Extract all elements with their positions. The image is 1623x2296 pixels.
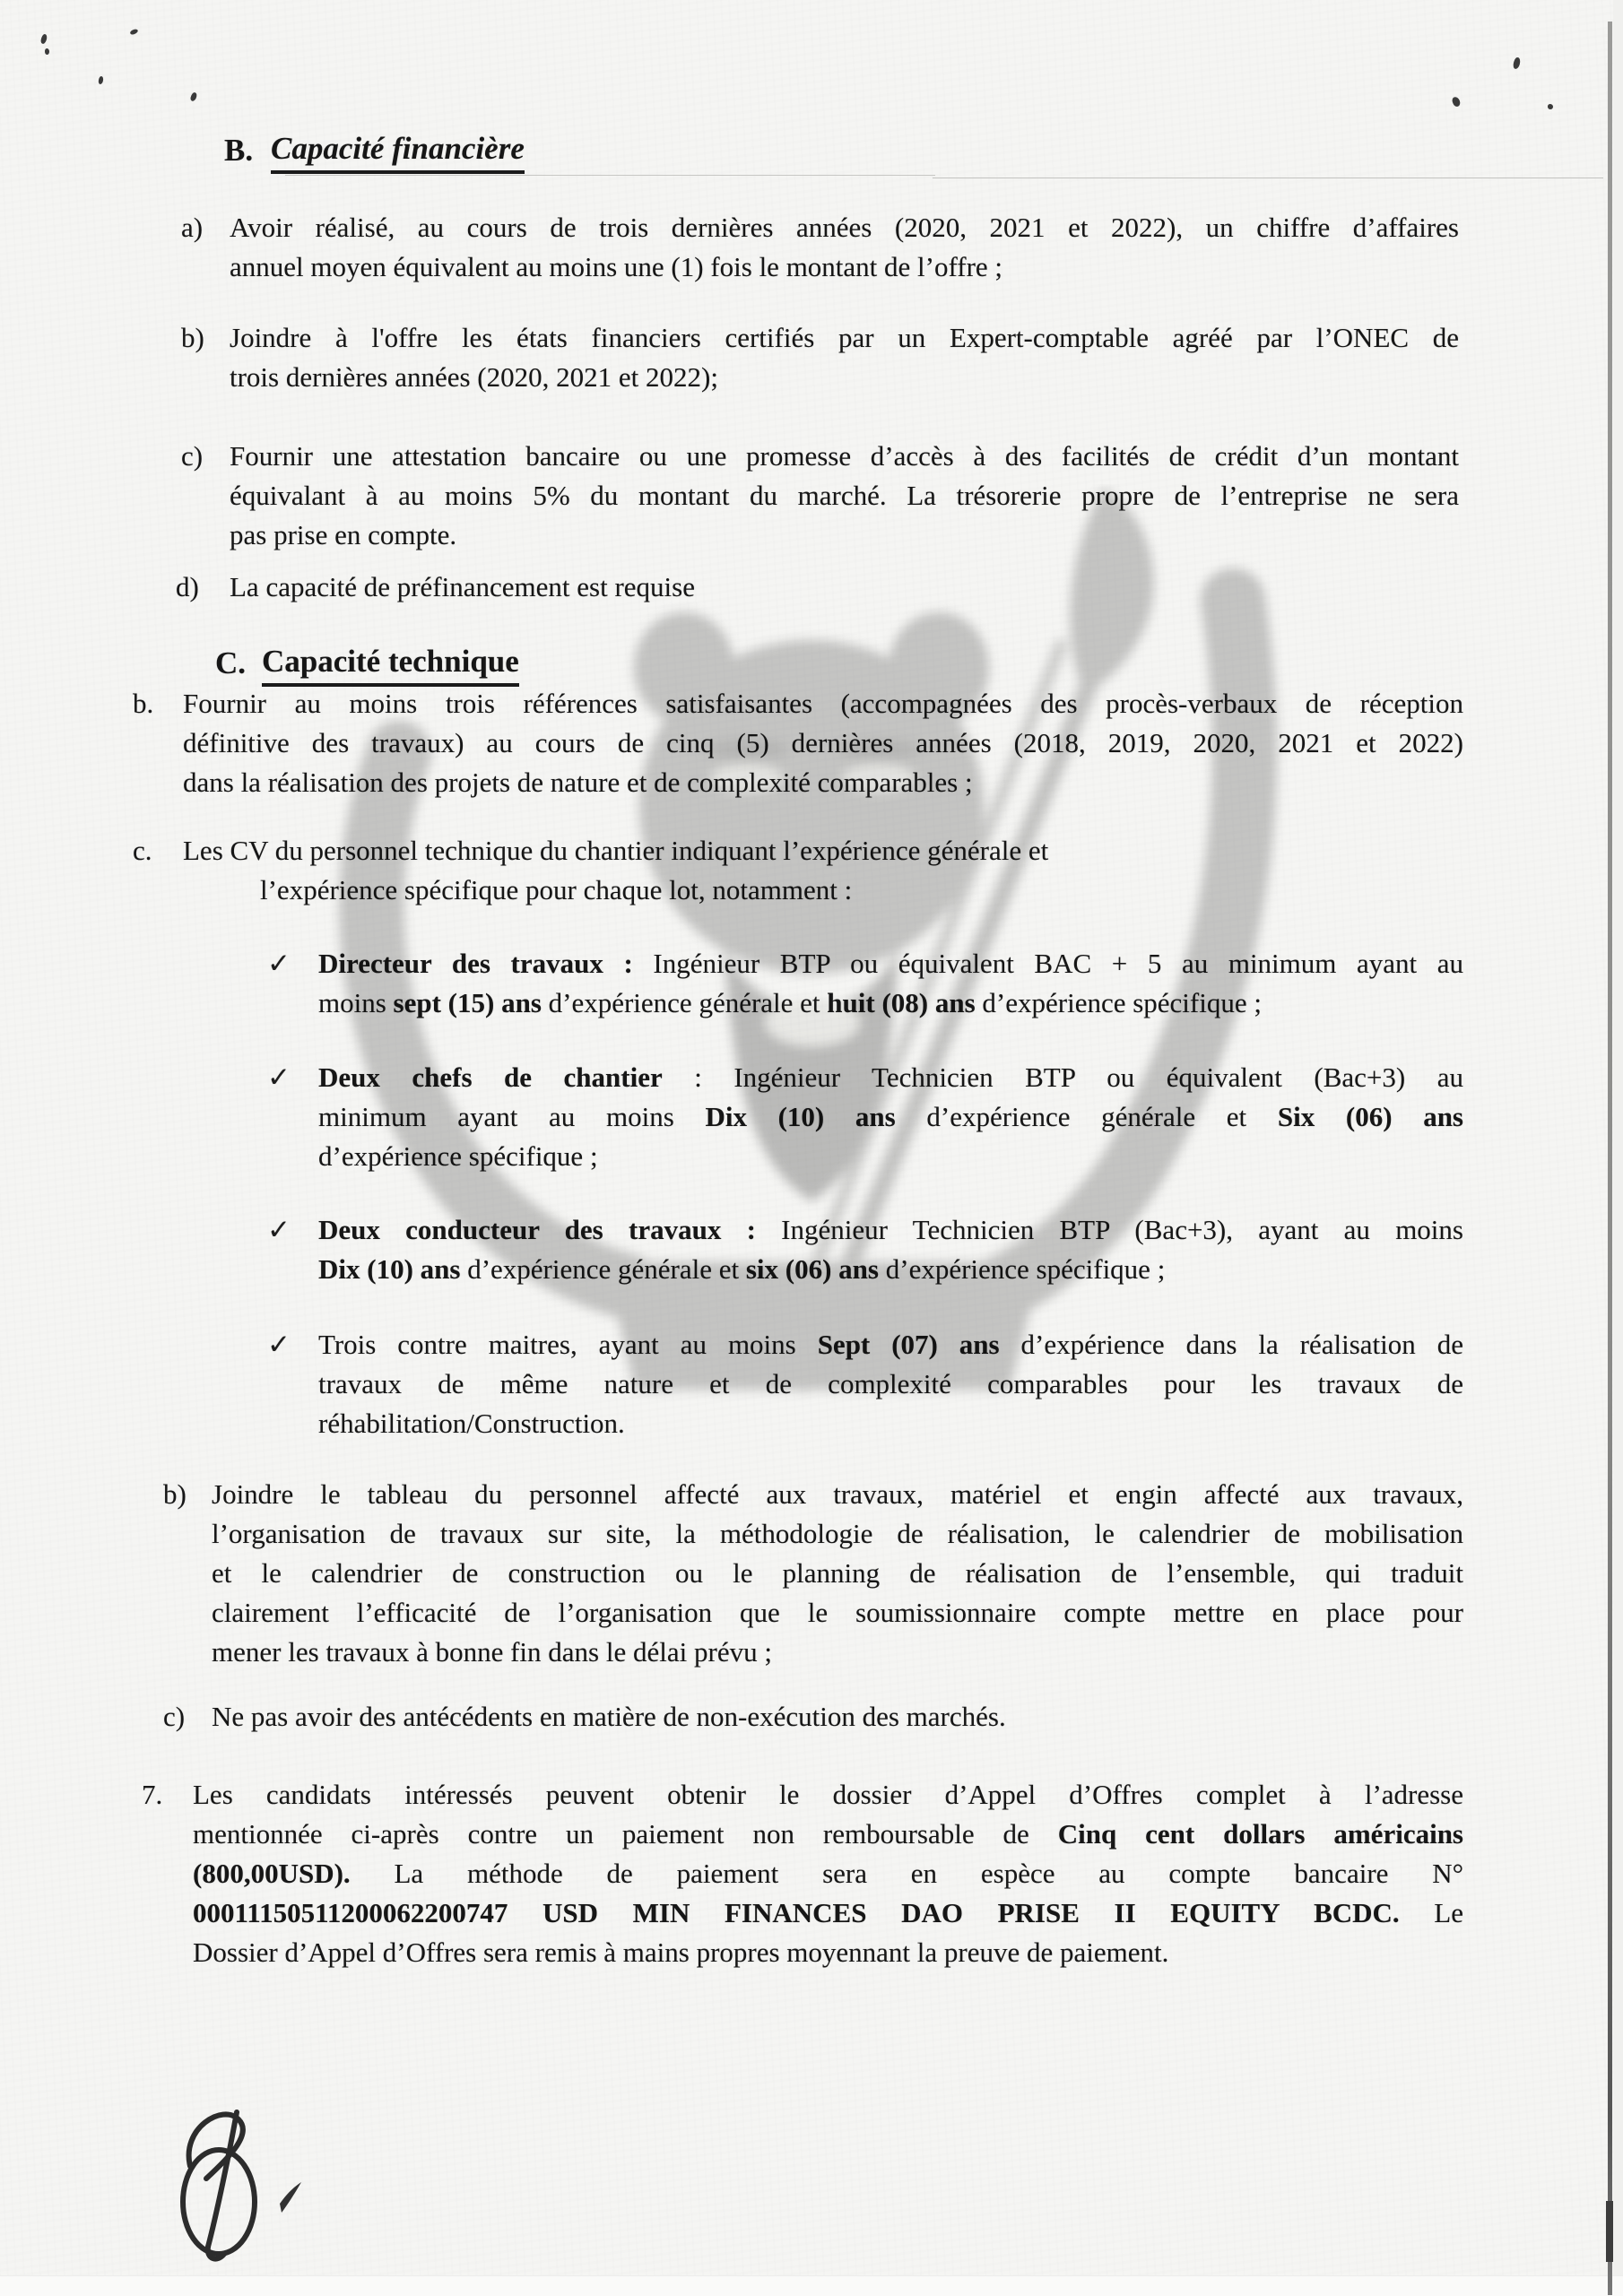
text-segment: l’expérience spécifique pour chaque lot, notamment :	[260, 874, 853, 905]
item-7-line-3	[193, 1854, 1463, 1893]
text-segment: Fournir une attestation bancaire ou une promesse d’accès à des facilités de crédit d’un montant	[230, 440, 1459, 472]
item-b3-label: b)	[163, 1478, 187, 1510]
text-segment: équivalant à au moins 5% du montant du marché. La trésorerie propre de l’entreprise ne sera	[230, 480, 1459, 511]
item-7-label: 7.	[142, 1779, 163, 1810]
text-segment: Deux chefs de chantier	[318, 1061, 663, 1093]
heading-b	[224, 131, 1004, 174]
heading-c-label: C.	[215, 645, 247, 680]
item-7-line-5	[193, 1933, 1463, 1972]
text-segment: Les CV du personnel technique du chantier indiquant l’expérience générale et	[183, 835, 1049, 866]
text-segment: La capacité de préfinancement est requise	[230, 571, 695, 602]
item-a	[181, 208, 1459, 287]
item-b2-line-1	[183, 684, 1463, 723]
item-b2-text	[183, 684, 1463, 802]
text-segment: mentionnée ci-après contre un paiement non remboursable de	[193, 1818, 1058, 1850]
item-b2-label: b.	[133, 688, 154, 719]
item-7-text	[193, 1775, 1463, 1972]
text-segment: Dix (10) ans	[318, 1253, 461, 1285]
item-a-line-2	[230, 247, 1459, 287]
bullet-2	[267, 1058, 1463, 1176]
item-b3-line-3	[212, 1554, 1463, 1593]
text-segment: d’expérience dans la réalisation de	[999, 1329, 1463, 1360]
bullet-2-line-1	[318, 1058, 1463, 1097]
bullet-1	[267, 944, 1463, 1023]
scan-edge-shadow	[1608, 22, 1612, 2295]
item-c2-line-1	[183, 831, 1463, 871]
text-segment: Fournir au moins trois références satisfaisantes (accompagnées des procès-verbaux de réception	[183, 688, 1463, 719]
item-d-text	[230, 568, 1459, 607]
bullet-3	[267, 1210, 1463, 1289]
text-segment: Cinq cent dollars américains	[1057, 1818, 1463, 1850]
text-segment: Le	[1399, 1897, 1463, 1928]
bullet-4-line-2	[318, 1365, 1463, 1404]
bullet-2-line-3	[318, 1137, 1463, 1176]
text-segment: Trois contre maitres, ayant au moins	[318, 1329, 818, 1360]
item-c-line-1	[230, 437, 1459, 476]
text-segment: Six (06) ans	[1277, 1101, 1463, 1132]
text-segment: Deux conducteur des travaux :	[318, 1214, 756, 1245]
item-b-label: b)	[181, 322, 204, 353]
text-segment: réhabilitation/Construction.	[318, 1408, 625, 1439]
handwritten-paraph-signature	[154, 2096, 316, 2289]
bullet-3-line-1	[318, 1210, 1463, 1250]
text-segment: La méthode de paiement sera en espèce au compte bancaire N°	[350, 1858, 1463, 1889]
item-b3	[163, 1475, 1463, 1672]
item-a-label: a)	[181, 212, 204, 243]
text-segment: d’expérience générale et	[895, 1101, 1278, 1132]
bullet-3-text	[318, 1210, 1463, 1289]
item-c2-line-2	[183, 871, 1463, 910]
item-a-text	[230, 208, 1459, 287]
text-segment: minimum ayant au moins	[318, 1101, 706, 1132]
item-c-line-2	[230, 476, 1459, 516]
item-b-line-1	[230, 318, 1459, 358]
item-c-text	[230, 437, 1459, 555]
text-segment: Ne pas avoir des antécédents en matière de non-exécution des marchés.	[212, 1701, 1006, 1732]
bullet-3-label: ✓	[267, 1214, 291, 1246]
item-c3-text	[212, 1697, 1463, 1737]
item-c3-label: c)	[163, 1701, 186, 1732]
ink-speck	[1548, 104, 1553, 109]
bullet-2-label: ✓	[267, 1061, 291, 1094]
bullet-1-label: ✓	[267, 948, 291, 980]
item-c-label: c)	[181, 440, 204, 472]
text-segment: : Ingénieur Technicien BTP ou équivalent (Bac+3) au	[662, 1061, 1463, 1093]
text-segment: d’expérience générale et	[460, 1253, 746, 1285]
item-b3-line-1	[212, 1475, 1463, 1514]
item-c2-text	[183, 831, 1463, 910]
ink-tick	[280, 2182, 301, 2213]
text-segment: sept (15) ans	[393, 987, 542, 1018]
bullet-4-line-1	[318, 1325, 1463, 1365]
text-segment: 00011150511200062200747 USD MIN FINANCES DAO PRISE II EQUITY BCDC.	[193, 1897, 1400, 1928]
item-c	[181, 437, 1459, 555]
heading-c	[215, 644, 1004, 687]
text-segment: trois dernières années (2020, 2021 et 2022);	[230, 361, 718, 393]
item-b	[181, 318, 1459, 397]
item-b2-line-2	[183, 723, 1463, 763]
ink-speck	[45, 48, 49, 55]
bullet-1-line-2	[318, 983, 1463, 1023]
item-b-text	[230, 318, 1459, 397]
item-b2	[133, 684, 1463, 802]
item-c-line-3	[230, 516, 1459, 555]
text-segment: moins	[318, 987, 394, 1018]
heading-b-label: B.	[224, 133, 254, 168]
text-segment: mener les travaux à bonne fin dans le délai prévu ;	[212, 1636, 772, 1668]
text-segment: Sept (07) ans	[817, 1329, 1000, 1360]
bullet-4-line-3	[318, 1404, 1463, 1443]
text-segment: pas prise en compte.	[230, 519, 457, 550]
item-b3-text	[212, 1475, 1463, 1672]
text-segment: Ingénieur BTP ou équivalent BAC + 5 au minimum ayant au	[632, 948, 1463, 979]
item-c3	[163, 1697, 1463, 1737]
item-7-line-2	[193, 1815, 1463, 1854]
text-segment: Joindre à l'offre les états financiers certifiés par un Expert-comptable agréé par l’ONEC de	[230, 322, 1459, 353]
text-segment: Avoir réalisé, au cours de trois dernières années (2020, 2021 et 2022), un chiffre d’affaires	[230, 212, 1459, 243]
bullet-2-text	[318, 1058, 1463, 1176]
text-segment: Directeur des travaux :	[318, 948, 633, 979]
text-segment: Les candidats intéressés peuvent obtenir le dossier d’Appel d’Offres complet à l’adresse	[193, 1779, 1463, 1810]
text-segment: d’expérience spécifique ;	[318, 1140, 598, 1172]
item-d	[176, 568, 1459, 607]
text-segment: Ingénieur Technicien BTP (Bac+3), ayant au moins	[755, 1214, 1463, 1245]
item-b-line-2	[230, 358, 1459, 397]
heading-b-title: Capacité financière	[271, 131, 525, 174]
bullet-4-text	[318, 1325, 1463, 1443]
text-segment: Dossier d’Appel d’Offres sera remis à mains propres moyennant la preuve de paiement.	[193, 1936, 1169, 1968]
text-segment: (800,00USD).	[193, 1858, 351, 1889]
bullet-1-line-1	[318, 944, 1463, 983]
item-7-line-4	[193, 1893, 1463, 1933]
item-b3-line-4	[212, 1593, 1463, 1633]
heading-c-title: Capacité technique	[262, 644, 519, 687]
text-segment: d’expérience spécifique ;	[975, 987, 1262, 1018]
text-segment: d’expérience spécifique ;	[879, 1253, 1166, 1285]
bullet-2-line-2	[318, 1097, 1463, 1137]
text-segment: d’expérience générale et	[541, 987, 828, 1018]
text-segment: travaux de même nature et de complexité comparables pour les travaux de	[318, 1368, 1463, 1399]
scan-edge-shadow-dark	[1606, 2201, 1613, 2262]
text-segment: Dix (10) ans	[705, 1101, 896, 1132]
bullet-4-label: ✓	[267, 1329, 291, 1361]
bullet-3-line-2	[318, 1250, 1463, 1289]
item-7	[142, 1775, 1463, 1972]
item-b3-line-5	[212, 1633, 1463, 1672]
bullet-4	[267, 1325, 1463, 1443]
bullet-1-text	[318, 944, 1463, 1023]
text-segment: six (06) ans	[745, 1253, 879, 1285]
item-c2-label: c.	[133, 835, 152, 866]
item-b2-line-3	[183, 763, 1463, 802]
text-segment: et le calendrier de construction ou le planning de réalisation de l’ensemble, qui traduit	[212, 1557, 1463, 1589]
item-c3-line-1	[212, 1697, 1463, 1737]
item-a-line-1	[230, 208, 1459, 247]
text-segment: annuel moyen équivalent au moins une (1) fois le montant de l’offre ;	[230, 251, 1003, 282]
item-c2	[133, 831, 1463, 910]
item-d-line-1	[230, 568, 1459, 607]
text-segment: clairement l’efficacité de l’organisation que le soumissionnaire compte mettre en place pour	[212, 1597, 1463, 1628]
text-segment: dans la réalisation des projets de nature et de complexité comparables ;	[183, 767, 973, 798]
item-b3-line-2	[212, 1514, 1463, 1554]
text-segment: huit (08) ans	[827, 987, 976, 1018]
text-segment: définitive des travaux) au cours de cinq (5) dernières années (2018, 2019, 2020, 2021 et 2022)	[183, 727, 1463, 758]
text-segment: Joindre le tableau du personnel affecté aux travaux, matériel et engin affecté aux travaux,	[212, 1478, 1463, 1510]
item-d-label: d)	[176, 571, 199, 602]
item-7-line-1	[193, 1775, 1463, 1815]
text-segment: l’organisation de travaux sur site, la méthodologie de réalisation, le calendrier de mobilisation	[212, 1518, 1463, 1549]
